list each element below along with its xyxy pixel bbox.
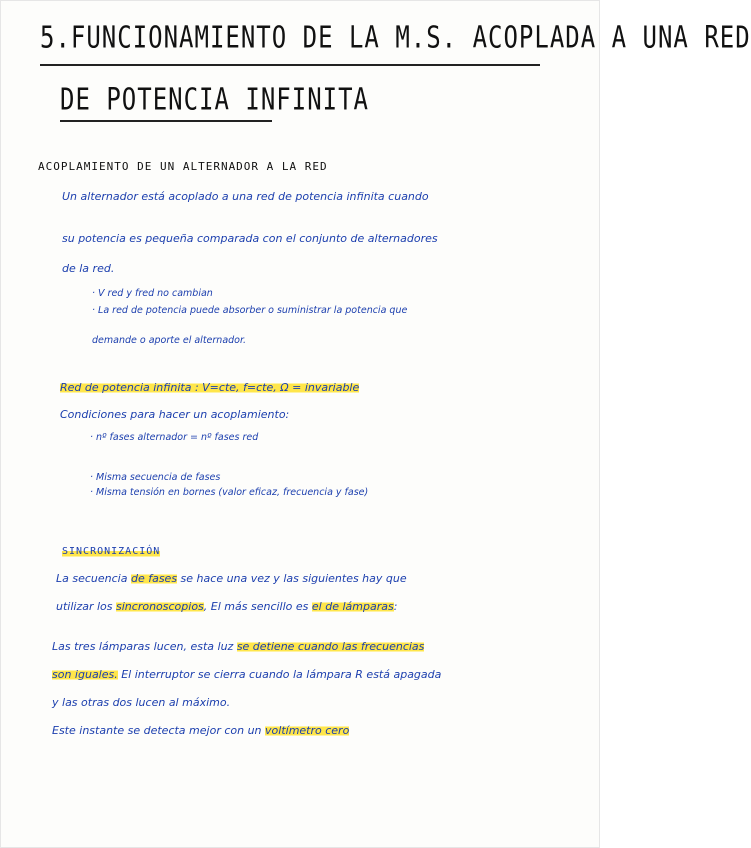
highlight-text: de fases bbox=[130, 572, 178, 585]
text-span: La secuencia bbox=[56, 572, 131, 585]
paragraph-line bbox=[56, 600, 397, 613]
text-span: Este instante se detecta mejor con un bbox=[52, 724, 266, 737]
paragraph-line: Un alternador está acoplado a una red de potencia infinita cuando bbox=[62, 190, 429, 203]
bullet-item: · La red de potencia puede absorber o suministrar la potencia que bbox=[92, 305, 408, 316]
highlight-definition bbox=[60, 381, 359, 394]
paragraph-line bbox=[56, 572, 407, 585]
text-span: se hace una vez y las siguientes hay que bbox=[177, 572, 407, 585]
page-title-line-1: 5.FUNCIONAMIENTO DE LA M.S. ACOPLADA A UNA RED bbox=[40, 20, 751, 55]
paragraph-line: su potencia es pequeña comparada con el conjunto de alternadores bbox=[62, 232, 438, 245]
bullet-item: · Misma secuencia de fases bbox=[90, 472, 221, 483]
bullet-item: · V red y fred no cambian bbox=[92, 288, 213, 299]
title-underline-2 bbox=[60, 120, 272, 122]
paragraph-line: de la red. bbox=[62, 262, 115, 275]
text-span: El interruptor se cierra cuando la lámpara R está apagada bbox=[117, 668, 442, 681]
conditions-lead: Condiciones para hacer un acoplamiento: bbox=[60, 408, 290, 421]
highlight-text: se detiene cuando las frecuencias bbox=[236, 640, 425, 653]
text-span: Las tres lámparas lucen, esta luz bbox=[52, 640, 237, 653]
text-span: utilizar los bbox=[56, 600, 117, 613]
highlight-text: voltímetro cero bbox=[265, 724, 350, 737]
text-span: , El más sencillo es bbox=[203, 600, 312, 613]
bullet-item: · nº fases alternador = nº fases red bbox=[90, 432, 259, 443]
title-underline-1 bbox=[40, 64, 540, 66]
highlight-text: Red de potencia infinita : V=cte, f=cte, Ω = invariable bbox=[60, 381, 360, 394]
paragraph-line: y las otras dos lucen al máximo. bbox=[52, 696, 231, 709]
highlight-text: son iguales. bbox=[52, 668, 118, 681]
paragraph-line bbox=[52, 724, 349, 737]
highlight-text: el de lámparas bbox=[311, 600, 394, 613]
page-title-line-2: DE POTENCIA INFINITA bbox=[60, 82, 369, 117]
paragraph-line bbox=[52, 640, 424, 653]
highlight-text: sincronoscopios bbox=[116, 600, 204, 613]
section-heading-sincronizacion: SINCRONIZACIÓN bbox=[62, 546, 161, 557]
text-span: : bbox=[393, 600, 398, 613]
bullet-item: · Misma tensión en bornes (valor eficaz, frecuencia y fase) bbox=[90, 487, 369, 498]
bullet-item: demande o aporte el alternador. bbox=[92, 335, 247, 346]
paragraph-line bbox=[52, 668, 441, 681]
section-heading-acoplamiento: ACOPLAMIENTO DE UN ALTERNADOR A LA RED bbox=[38, 160, 328, 173]
